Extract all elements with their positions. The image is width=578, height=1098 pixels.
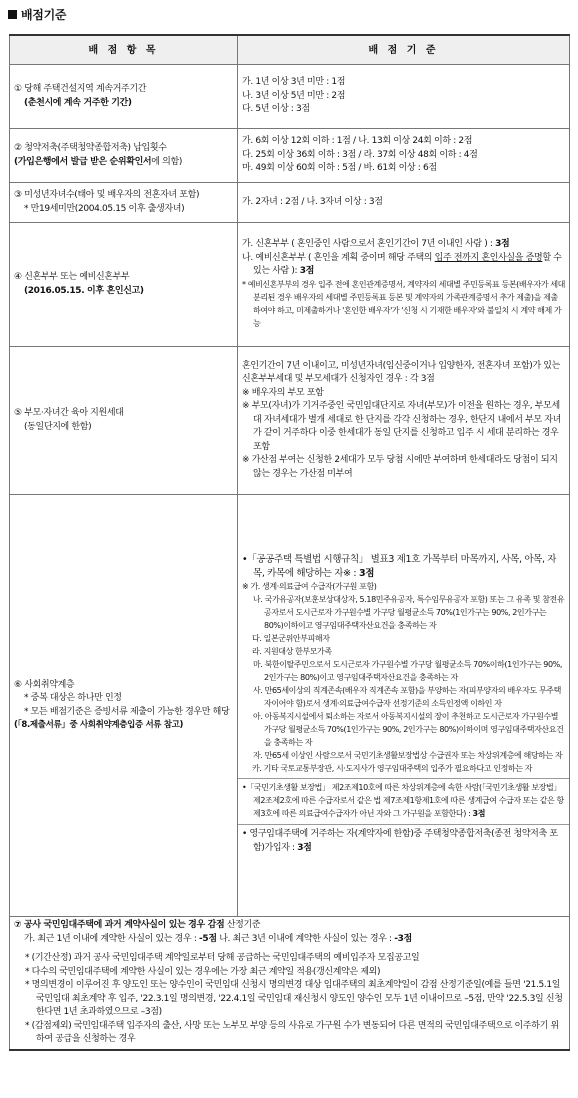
item-residence-period: ① 당해 주택건설지역 계속거주기간 (춘천시에 계속 거주한 기간) — [10, 65, 238, 129]
criteria-vulnerable-class — [238, 495, 570, 917]
table-row — [10, 495, 570, 917]
table-row — [10, 223, 570, 347]
item-childcare-support: ⑤ 부모·자녀간 육아 지원세대 (동일단지에 한함) — [10, 347, 238, 495]
table-row — [10, 917, 570, 1050]
section-heading: 배점기준 — [8, 6, 66, 23]
header-item: 배 점 항 목 — [10, 35, 238, 65]
criteria-subscription-count: 가. 6회 이상 12회 이하 : 1점 / 나. 13회 이상 24회 이하 : 2점 다. 25회 이상 36회 이하 : 3점 / 라. 37회 이상 48회 이하 : 4점 마. 49회 이상 60회 이하 : 5점 / 바. 61회 이상 : 6점 — [238, 129, 570, 183]
criteria-newlyweds: 가. 신혼부부 ( 혼인중인 사람으로서 혼인기간이 7년 이내인 사람 ) : 3점 나. 예비신혼부부 ( 혼인을 계획 중이며 해당 주택의 입주 전까지 혼인사실을 증명할 수 있는 사람 ): 3점 * 예비신혼부부의 경우 입주 전에 혼인관계증명서, 계약자의 세대별 주민등록표 등본(배우자가 세대 분리된 경우 배우자의 세대별 주민등록표 등본 및 계약자의 가족관계증명서 추가 제출)을 제출하여야 하고, 미제출하거나 '혼인한 배우자'가 '신청 시 기재한 배우자'와 불일치 시 계약 해제 가능 — [238, 223, 570, 347]
table-row — [10, 129, 570, 183]
item-newlyweds: ④ 신혼부부 또는 예비신혼부부 (2016.05.15. 이후 혼인신고) — [10, 223, 238, 347]
vulnerable-block-3: • 영구임대주택에 거주하는 자(계약자에 한함)중 주택청약종합저축(종전 청약저축 포함)가입자 : 3점 — [238, 824, 569, 858]
table-row — [10, 65, 570, 129]
table-header-row — [10, 35, 570, 65]
item-vulnerable-class: ⑥ 사회취약계층 * 중복 대상은 하나만 인정 * 모든 배점기준은 증빙서류 제출이 가능한 경우만 해당 (「8.제출서류」중 사회취약계층입증 서류 참고) — [10, 495, 238, 917]
table-row — [10, 183, 570, 223]
vulnerable-block-2: •「국민기초생활 보장법」 제2조제10호에 따른 차상위계층에 속한 사람(「국민기초생활 보장법」 제2조제2호에 따른 수급자로서 같은 법 제7조제1항제1호에 따른 생계급여 수급자 또는 같은 항 제3호에 따른 의료급여수급자가 아닌 자와 그 가구원을 포함한다) : 3점 — [238, 778, 569, 824]
criteria-residence-period: 가. 1년 이상 3년 미만 : 1점 나. 3년 이상 5년 미만 : 2점 다. 5년 이상 : 3점 — [238, 65, 570, 129]
table-row — [10, 347, 570, 495]
scoring-criteria-table — [9, 34, 570, 1051]
deduction-criteria: ⑦ 공사 국민임대주택에 과거 계약사실이 있는 경우 감점 산정기준 가. 최근 1년 이내에 계약한 사실이 있는 경우 : -5점 나. 최근 3년 이내에 계약한 사실이 있는 경우 : -3점 * (기간산정) 과거 공사 국민임대주택 계약일로부터 당해 공급하는 국민임대주택의 예비입주자 모집공고일 * 다수의 국민임대주택에 계약한 사실이 있는 경우에는 가장 최근 계약일 적용(갱신계약은 제외) * 명의변경이 이루어진 후 양도인 또는 양수인이 국민임대 신청시 명의변경 대상 임대주택의 최초계약일이 감점 산정기준일(예를 들면 '21.5.1일 국민임대 최초계약 후 입주, '22.3.1일 명의변경, '22.4.1일 국민임대 재신청시 양도인 양수인 모두 1년 이내이므로 –5점, 만약 '22.5.3일 신청한다면 1년 초과하였으므로 –3점) * (감점제외) 국민임대주택 입주자의 출산, 사망 또는 노부모 부양 등의 사유로 가구원 수가 변동되어 다른 면적의 국민임대주택으로 이주하기 위하여 공급을 신청하는 경우 — [10, 917, 570, 1050]
vulnerable-block-1: •「공공주택 특별법 시행규칙」 별표3 제1호 가목부터 마목까지, 사목, 아목, 자목, 카목에 해당하는 자※ : 3점 ※ 가. 생계·의료급여 수급자(가구원 포함) 나. 국가유공자(보훈보상대상자, 5.18민주유공자, 특수임무유공자 포함) 또는 그 유족 및 참전유공자로서 도시근로자 가구원수별 가구당 월평균소득 70%(1인가구는 90%, 2인가구는 80%)이하이고 영구임대주택자산요건을 충족하는 자 다. 일본군위안부피해자 라. 지원대상 한부모가족 마. 북한이탈주민으로서 도시근로자 가구원수별 가구당 월평균소득 70%이하(1인가구는 90%, 2인가구는 80%)이고 영구임대주택자산요건을 충족하는 자 사. 만65세이상의 직계존속(배우자 직계존속 포함)을 부양하는 자(피부양자의 배우자도 무주택자이어야 함)로서 생계·의료급여수급자 선정기준의 소득인정액 이하인 자 아. 아동복지시설에서 퇴소하는 자로서 아동복지시설의 장이 추천하고 도시근로자 가구원수별 가구당 월평균소득 70%(1인가구는 90%, 2인가구는 80%)이하이며 영구임대주택자산요건을 충족하는 자 자. 만65세 이상인 사람으로서 국민기초생활보장법상 수급권자 또는 차상위계층에 해당하는 자 카. 기타 국토교통부장관, 시·도지사가 영구임대주택의 입주가 필요하다고 인정하는 자 — [242, 553, 565, 773]
header-criteria: 배 점 기 준 — [238, 35, 570, 65]
square-bullet-icon — [8, 10, 17, 19]
item-minor-children: ③ 미성년자녀수(태아 및 배우자의 전혼자녀 포함) * 만19세미만(2004.05.15 이후 출생자녀) — [10, 183, 238, 223]
item-subscription-count: ② 청약저축(주택청약종합저축) 납입횟수 (가입은행에서 발급 받은 순위확인서에 의함) — [10, 129, 238, 183]
criteria-minor-children: 가. 2자녀 : 2점 / 나. 3자녀 이상 : 3점 — [238, 183, 570, 223]
criteria-childcare-support: 혼인기간이 7년 이내이고, 미성년자녀(임신중이거나 입양한자, 전혼자녀 포함)가 있는 신혼부부세대 및 부모세대가 신청자인 경우 : 각 3점 ※ 배우자의 부모 포함 ※ 부모(자녀)가 기거주중인 국민임대단지로 자녀(부모)가 이전을 원하는 경우, 부모세대 자녀세대가 별개 세대로 한 단지를 각각 신청하는 경우, 한단지 내에서 부모 자녀가 같이 거주하다 이중 한세대가 동일 단지를 신청하고 입주 시 세대 분리하는 경우 포함 ※ 가산점 부여는 신청한 2세대가 모두 당첨 시에만 부여하며 한세대라도 당첨이 되지 않는 경우는 가산점 미부여 — [238, 347, 570, 495]
